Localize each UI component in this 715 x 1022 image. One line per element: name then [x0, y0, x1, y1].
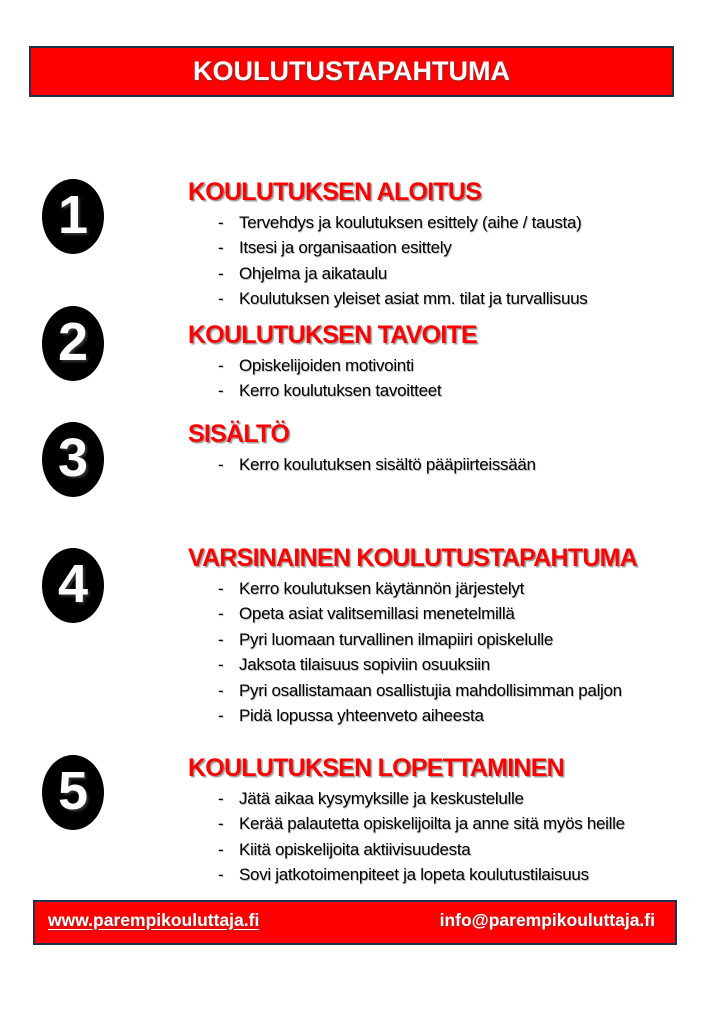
bullet-text: Sovi jatkotoimenpiteet ja lopeta koulutustilaisuus [239, 865, 589, 885]
bullet-text: Itsesi ja organisaation esittely [239, 238, 452, 258]
section-content [188, 419, 693, 477]
bullet-text: Pidä lopussa yhteenveto aiheesta [239, 706, 484, 726]
bullet-text: Tervehdys ja koulutuksen esittely (aihe / tausta) [239, 213, 582, 232]
bullet-text: Kerro koulutuksen sisältö pääpiirteissään [239, 455, 536, 474]
bullet-dash: - [218, 789, 224, 808]
bullet-item [188, 811, 693, 836]
header-bar [29, 46, 674, 97]
bullet-text: Jaksota tilaisuus sopiviin osuuksiin [239, 655, 490, 675]
bullet-item [188, 261, 693, 286]
bullet-dash: - [218, 706, 224, 726]
bullet-item [188, 576, 693, 601]
bullet-text: Kiitä opiskelijoita aktiivisuudesta [239, 839, 471, 859]
step-number: 1 [57, 185, 89, 245]
page-title: KOULUTUSTAPAHTUMA [193, 56, 510, 86]
section-content [188, 320, 693, 404]
bullet-item [188, 601, 693, 626]
bullet-item [188, 786, 693, 811]
step-number-circle [42, 179, 104, 254]
section-heading: KOULUTUKSEN ALOITUS [188, 178, 482, 206]
step-number-circle [42, 548, 104, 623]
section-heading: VARSINAINEN KOULUTUSTAPAHTUMA [188, 544, 638, 572]
bullet-dash: - [218, 655, 224, 675]
bullet-text: Opiskelijoiden motivointi [239, 356, 414, 375]
bullet-item [188, 378, 693, 403]
bullet-dash: - [218, 263, 224, 283]
bullet-item [188, 837, 693, 862]
section-content [188, 543, 693, 728]
bullet-item [188, 703, 693, 728]
section-content [188, 753, 693, 888]
bullet-text: Ohjelma ja aikataulu [239, 263, 388, 283]
bullet-text: Kerro koulutuksen tavoitteet [239, 381, 442, 401]
bullet-dash: - [218, 356, 224, 375]
section-heading: SISÄLTÖ [188, 420, 290, 448]
step-number: 5 [57, 761, 89, 821]
bullet-item [188, 353, 693, 378]
bullet-text: Opeta asiat valitsemillasi menetelmillä [239, 604, 515, 624]
section-heading: KOULUTUKSEN TAVOITE [188, 321, 477, 349]
footer-website-link[interactable]: www.parempikouluttaja.fi [48, 910, 260, 930]
bullet-item [188, 235, 693, 260]
step-number: 4 [57, 554, 89, 614]
section-heading: KOULUTUKSEN LOPETTAMINEN [188, 754, 564, 782]
bullet-dash: - [218, 381, 224, 401]
bullet-dash: - [218, 604, 224, 624]
bullet-text: Pyri luomaan turvallinen ilmapiiri opiskelulle [239, 629, 554, 649]
bullet-dash: - [218, 238, 224, 258]
bullet-item [188, 627, 693, 652]
bullet-text: Jätä aikaa kysymyksille ja keskustelulle [239, 789, 524, 808]
bullet-text: Koulutuksen yleiset asiat mm. tilat ja turvallisuus [239, 289, 588, 309]
bullet-text: Kerää palautetta opiskelijoilta ja anne sitä myös heille [239, 814, 625, 834]
bullet-dash: - [218, 814, 224, 834]
step-number-circle [42, 422, 104, 497]
bullet-dash: - [218, 213, 224, 232]
bullet-item [188, 678, 693, 703]
bullet-text: Kerro koulutuksen käytännön järjestelyt [239, 579, 525, 598]
bullet-dash: - [218, 579, 224, 598]
bullet-dash: - [218, 865, 224, 885]
bullet-dash: - [218, 455, 224, 474]
bullet-dash: - [218, 680, 224, 700]
step-number: 2 [57, 312, 89, 372]
bullet-dash: - [218, 629, 224, 649]
bullet-dash: - [218, 289, 224, 309]
footer-bar [33, 900, 677, 945]
section-content [188, 177, 693, 312]
bullet-dash: - [218, 839, 224, 859]
bullet-item [188, 286, 693, 311]
bullet-item [188, 210, 693, 235]
step-number-circle [42, 306, 104, 381]
step-number: 3 [57, 428, 89, 488]
bullet-item [188, 862, 693, 887]
bullet-item [188, 452, 693, 477]
footer-email: info@parempikouluttaja.fi [439, 910, 655, 930]
bullet-item [188, 652, 693, 677]
step-number-circle [42, 755, 104, 830]
bullet-text: Pyri osallistamaan osallistujia mahdollisimman paljon [239, 680, 622, 700]
